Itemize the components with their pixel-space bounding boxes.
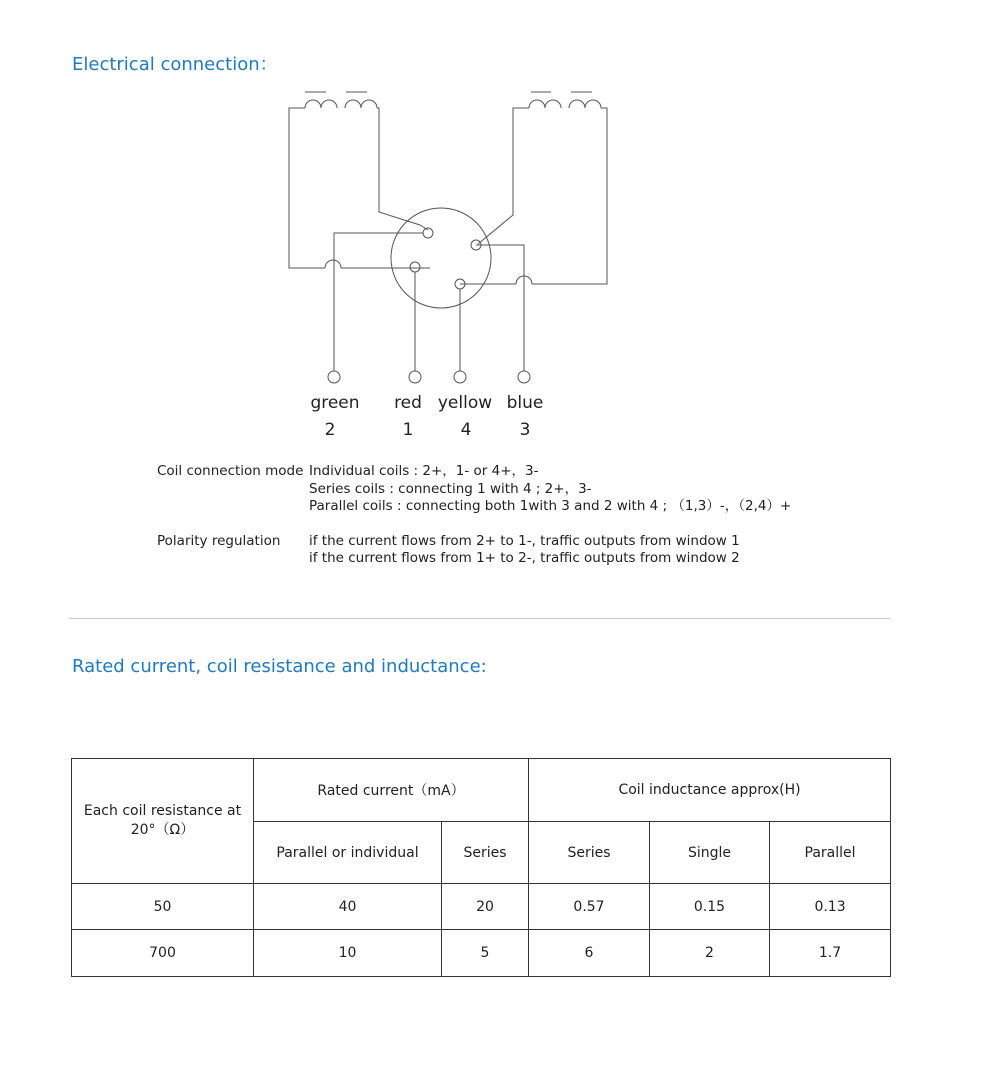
rated-current-header: Rated current（mA） [254,759,529,822]
section-title-rated-current: Rated current, coil resistance and inductance: [72,656,487,677]
terminal-color-label: red [394,393,422,413]
resistance-header-cell [72,759,254,884]
table-cell: 700 [72,930,254,977]
terminal-1-circle [409,371,421,383]
section-title-electrical-connection: Electrical connection： [72,54,278,75]
polarity-line: if the current flows from 2+ to 1-, traffic outputs from window 1 [309,533,740,549]
polarity-line: if the current flows from 1+ to 2-, traffic outputs from window 2 [309,550,740,566]
coil-spec-table [71,758,891,977]
terminal-2-circle [328,371,340,383]
terminal-3-circle [518,371,530,383]
left-coil-symbol [305,100,377,108]
table-cell: 6 [529,930,650,977]
inductance-header: Coil inductance approx(H) [529,759,891,822]
table-cell: 10 [254,930,442,977]
coil-mode-label: Coil connection mode [157,463,304,479]
terminal-number-label: 1 [402,420,414,440]
terminal-number-label: 2 [324,420,336,440]
coil-mode-line: Parallel coils : connecting both 1with 3 and 2 with 4 ; （1,3）-，（2,4）+ [309,498,792,514]
terminal-4-circle [454,371,466,383]
table-cell: 0.57 [529,884,650,930]
table-cell: 1.7 [770,930,891,977]
terminal-color-label: green [310,393,360,413]
table-header-row [72,759,891,822]
subheader-cell: Parallel or individual [254,822,442,884]
table-cell: 20 [442,884,529,930]
resistance-header-line: Each coil resistance at [83,803,242,819]
section-divider [69,618,890,619]
right-coil-symbol [529,100,601,108]
polarity-label: Polarity regulation [157,533,281,549]
table-row [72,930,891,977]
coil-mode-line: Series coils : connecting 1 with 4 ; 2+，3- [309,481,592,497]
table-row [72,884,891,930]
connector-circle [391,208,491,308]
terminal-number-label: 4 [460,420,472,440]
subheader-cell: Parallel [770,822,891,884]
terminal-color-label: yellow [437,393,493,413]
table-cell: 5 [442,930,529,977]
wiring-diagram [0,0,986,450]
subheader-cell: Series [529,822,650,884]
table-cell: 0.13 [770,884,891,930]
resistance-header-line: 20°（Ω） [130,822,195,838]
terminal-labels [310,393,543,440]
terminal-color-label: blue [506,393,544,413]
subheader-cell: Single [650,822,770,884]
table-cell: 2 [650,930,770,977]
table-cell: 40 [254,884,442,930]
coil-mode-line: Individual coils : 2+，1- or 4+，3- [309,463,539,479]
wiring-lines [289,92,607,383]
table-cell: 50 [72,884,254,930]
terminal-number-label: 3 [519,420,531,440]
table-cell: 0.15 [650,884,770,930]
subheader-cell: Series [442,822,529,884]
